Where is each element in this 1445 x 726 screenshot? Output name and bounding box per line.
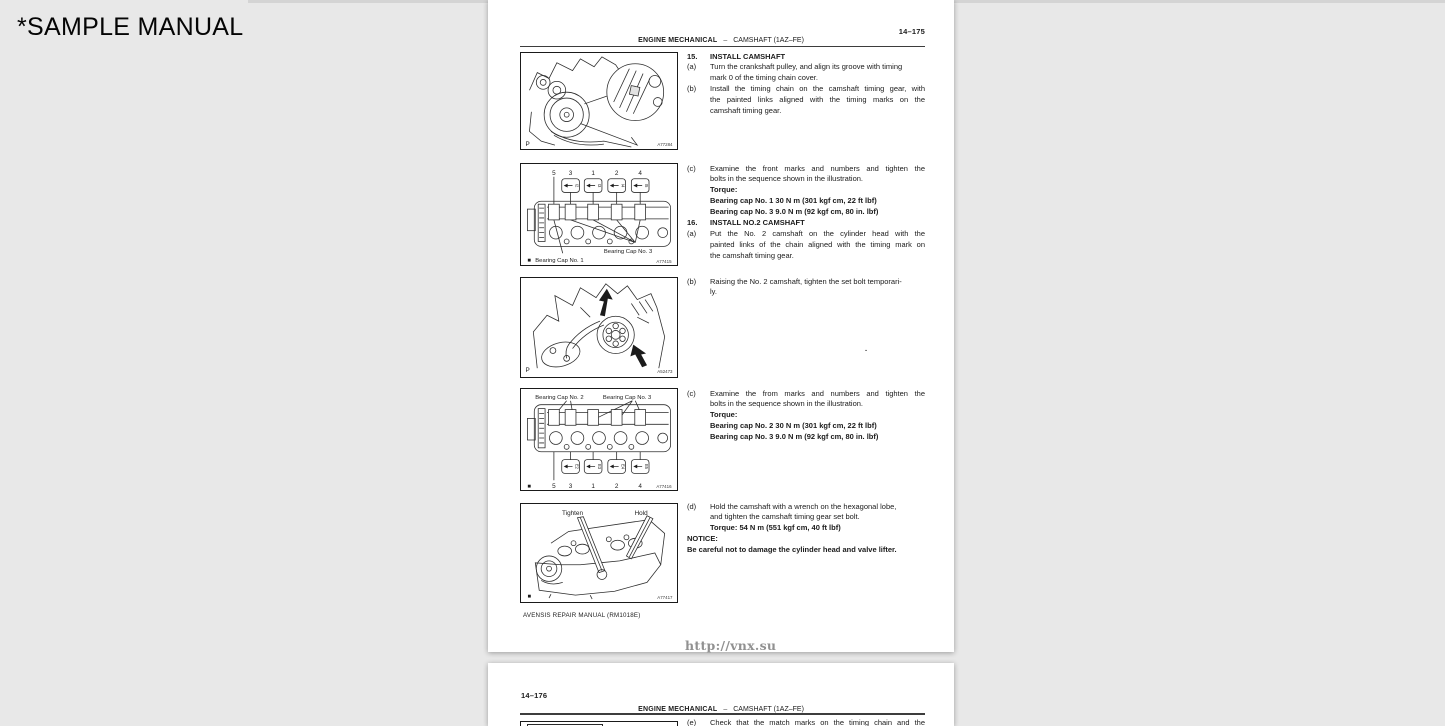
- step-16e-block: [687, 718, 925, 726]
- figure-code: A52473: [657, 369, 673, 375]
- header-rule: [520, 713, 925, 715]
- sequence-number: 3: [568, 483, 573, 490]
- step-title: INSTALL CAMSHAFT: [710, 51, 786, 61]
- figure-corner-mark: ■: [527, 594, 532, 601]
- header-topic: CAMSHAFT (1AZ–FE): [733, 37, 804, 44]
- manual-page-175: [488, 0, 954, 652]
- header-rule: [520, 46, 925, 48]
- bearing-cap-2-label: Bearing Cap No. 2: [535, 394, 584, 401]
- cap-mark: E2: [574, 463, 580, 469]
- cap-mark: I4: [620, 183, 626, 188]
- notice-heading: NOTICE:: [687, 534, 718, 544]
- sequence-number: 4: [638, 169, 642, 177]
- sequence-number: 1: [591, 169, 595, 177]
- substep-text: Install the timing chain on the camshaft timing gear, with the painted links aligned with the timing marks on the camshaft timing gear.: [710, 84, 925, 116]
- header-topic: CAMSHAFT (1AZ–FE): [733, 705, 804, 713]
- figure-corner-mark: ■: [527, 258, 531, 265]
- page-number: 14–176: [521, 691, 548, 700]
- sequence-number: 5: [552, 169, 556, 177]
- step-title: INSTALL NO.2 CAMSHAFT: [710, 218, 805, 228]
- step-number: 15.: [687, 51, 698, 61]
- bearing-cap-3-label: Bearing Cap No. 3: [603, 249, 653, 256]
- figure-code: A77416: [656, 484, 672, 490]
- substep-text: Raising the No. 2 camshaft, tighten the set bolt temporari- ly.: [710, 276, 902, 297]
- watermark-url: http://vnx.su: [685, 638, 777, 653]
- torque-value: Torque: 54 N m (551 kgf cm, 40 ft lbf): [710, 523, 841, 533]
- substep-label: (c): [687, 388, 696, 398]
- sample-manual-label: *SAMPLE MANUAL: [17, 13, 244, 41]
- tighten-hold-illustration: [521, 504, 677, 602]
- cap-mark: E5: [644, 463, 650, 469]
- manual-page-176: [488, 663, 954, 726]
- figure-code: A77417: [657, 595, 673, 601]
- figure-corner-mark: P: [525, 367, 530, 375]
- step-16d-block: [687, 502, 925, 557]
- page-number: 14–175: [898, 26, 925, 36]
- substep-label: (b): [687, 84, 697, 94]
- figure-bearing-cap-sequence-2: [520, 388, 678, 491]
- bearing-cap-sequence-2-illustration: [521, 389, 677, 490]
- substep-label: (a): [687, 62, 697, 72]
- sequence-number: 2: [614, 483, 619, 490]
- figure-corner-mark: P: [525, 141, 530, 149]
- torque-value: Bearing cap No. 3 9.0 N m (92 kgf cm, 80 in. lbf): [710, 432, 879, 442]
- figure-bearing-cap-sequence-1: [520, 163, 678, 266]
- figure-code: A77415: [656, 259, 672, 265]
- torque-value: Bearing cap No. 2 30 N m (301 kgf cm, 22 ft lbf): [710, 421, 877, 431]
- bearing-cap-3-label: Bearing Cap No. 3: [602, 394, 652, 401]
- substep-text: Hold the camshaft with a wrench on the hexagonal lobe, and tighten the camshaft timing gear set bolt. Torque: 54 N m (551 kgf cm, 40 ft lbf): [710, 502, 925, 535]
- header-section: ENGINE MECHANICAL: [638, 37, 718, 44]
- substep-text: Examine the from marks and numbers and tighten the bolts in the sequence shown in the illustration. Torque: Bearing cap No. 2 30 N m (301 kgf cm, 22 ft lbf) Bearing cap No. 3 9.0 N m (92 kgf cm, 80 in. lbf): [710, 388, 925, 442]
- sequence-number: 3: [568, 169, 573, 177]
- substep-text: Check that the match marks on the timing chain and the: [710, 718, 925, 726]
- substep-label: (c): [687, 163, 696, 173]
- substep-text: Put the No. 2 camshaft on the cylinder head with the painted links of the chain aligned with the timing mark on the camshaft timing gear.: [710, 228, 925, 260]
- step-16c-block: [687, 389, 925, 444]
- substep-text: Turn the crankshaft pulley, and align its groove with timing mark 0 of the timing chain cover.: [710, 62, 903, 83]
- substep-text: Examine the front marks and numbers and tighten the bolts in the sequence shown in the illustration. Torque: Bearing cap No. 1 30 N m (301 kgf cm, 22 ft lbf) Bearing cap No. 3 9.0 N m (92 kgf cm, 80 in. lbf): [710, 163, 925, 217]
- figure-corner-mark: ■: [527, 484, 531, 490]
- bearing-cap-1-label: Bearing Cap No. 1: [535, 258, 584, 265]
- sequence-number: 1: [591, 483, 595, 490]
- tighten-label: Tighten: [562, 509, 584, 517]
- raise-camshaft-illustration: [521, 278, 677, 377]
- header-section: ENGINE MECHANICAL: [638, 705, 718, 713]
- figure-match-marks-partial: [520, 721, 678, 726]
- header-separator: –: [723, 705, 728, 713]
- sequence-number: 2: [614, 169, 619, 177]
- figure-tighten-hold: [520, 503, 678, 603]
- header-separator: –: [723, 37, 728, 44]
- figure-raise-camshaft: [520, 277, 678, 378]
- substep-label: (a): [687, 228, 697, 238]
- figure-code: A77284: [657, 142, 673, 148]
- step-15-block: [687, 52, 925, 117]
- step-number: 16.: [687, 218, 698, 228]
- cap-mark: E4: [620, 463, 626, 469]
- crankshaft-pulley-illustration: [521, 53, 677, 149]
- cap-mark: E3: [597, 463, 603, 469]
- cap-mark: I3: [597, 183, 603, 188]
- figure-crankshaft-pulley: [520, 52, 678, 150]
- page-header: [488, 36, 954, 45]
- stray-period: .: [865, 344, 868, 353]
- cap-mark: I5: [644, 183, 650, 188]
- torque-value: Bearing cap No. 1 30 N m (301 kgf cm, 22 ft lbf): [710, 196, 877, 206]
- sequence-number: 4: [638, 483, 642, 490]
- substep-label: (d): [687, 501, 697, 511]
- step-15c-16-block: [687, 164, 925, 262]
- notice-text: Be careful not to damage the cylinder head and valve lifter.: [687, 545, 897, 555]
- cap-mark: I2: [574, 183, 580, 188]
- sequence-number: 5: [552, 483, 556, 490]
- substep-label: (b): [687, 276, 697, 286]
- manual-footer: AVENSIS REPAIR MANUAL (RM1018E): [523, 612, 641, 619]
- step-16b-block: [687, 277, 925, 299]
- torque-value: Bearing cap No. 3 9.0 N m (92 kgf cm, 80 in. lbf): [710, 207, 879, 217]
- hold-label: Hold: [634, 509, 648, 517]
- torque-heading: Torque:: [710, 410, 738, 420]
- substep-label: (e): [687, 718, 697, 726]
- torque-heading: Torque:: [710, 185, 738, 195]
- bearing-cap-sequence-illustration: [521, 164, 677, 265]
